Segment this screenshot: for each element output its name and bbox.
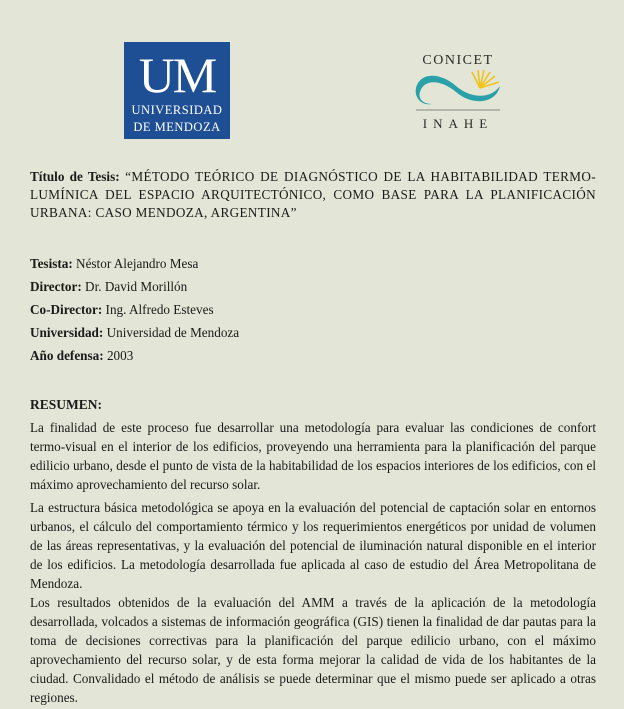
resumen-paragraph-2: La estructura básica metodológica se apoya en la evaluación del potencial de captación solar en entornos urbanos, el cálculo del comportamiento térmico y los requerimientos energéticos por unidad de volumen de las áreas representativas, y la evaluación del potencial de iluminación natural disponible en el interior de los edificios. La metodología desarrollada fue aplicada al caso de estudio del Área Metropolitana de Mendoza. [30, 500, 596, 591]
svg-text:CONICET: CONICET [422, 53, 494, 68]
universidad-de-mendoza-logo [124, 42, 230, 139]
conicet-inahe-logo [410, 48, 506, 132]
tesista-label: Tesista: [30, 256, 73, 271]
director-line [30, 278, 187, 296]
resumen-paragraph-1: La finalidad de este proceso fue desarrollar una metodología para evaluar las condiciones de confort termo-visual en el interior de los edificios, proveyendo una herramienta para la planificación del parque edilicio urbano, desde el punto de vista de la habitabilidad de los espacios interiores de los edificios, con el máximo aprovechamiento del recurso solar. [30, 420, 596, 492]
anio-defensa-line [30, 347, 133, 365]
anio-defensa-label: Año defensa: [30, 348, 104, 363]
universidad-line [30, 324, 239, 342]
anio-defensa-value: 2003 [106, 348, 134, 363]
tesista-line [30, 255, 198, 273]
resumen-heading: RESUMEN: [30, 397, 103, 412]
codirector-line [30, 301, 214, 319]
universidad-label: Universidad: [30, 325, 104, 340]
director-label: Director: [30, 279, 82, 294]
svg-text:UM: UM [138, 47, 216, 103]
universidad-value: Universidad de Mendoza [106, 325, 240, 340]
tesista-value: Néstor Alejandro Mesa [76, 256, 199, 271]
codirector-value: Ing. Alfredo Esteves [105, 302, 214, 317]
svg-text:UNIVERSIDAD: UNIVERSIDAD [131, 103, 223, 117]
thesis-title-text: “MÉTODO TEÓRICO DE DIAGNÓSTICO DE LA HABITABILIDAD TERMO-LUMÍNICA DEL ESPACIO ARQUITECTÓNICO, COMO BASE PARA LA PLANIFICACIÓN URBANA: CASO MENDOZA, ARGENTINA” [30, 169, 596, 220]
thesis-title [30, 168, 596, 222]
director-value: Dr. David Morillón [85, 279, 188, 294]
svg-text:INAHE: INAHE [422, 116, 494, 131]
resumen-paragraph-3: Los resultados obtenidos de la evaluación del AMM a través de la aplicación de la metodología desarrollada, volcados a sistemas de información geográfica (GIS) tienen la finalidad de dar pautas para la toma de decisiones correctivas para la planificación del parque edilicio urbano, con el máximo aprovechamiento del recurso solar, y de esta forma mejorar la calidad de vida de los habitantes de la ciudad. Convalidado el método de análisis se puede determinar que el mismo puede ser aplicado a otras regiones. [30, 595, 596, 705]
thesis-title-label: Título de Tesis: [30, 169, 120, 184]
codirector-label: Co-Director: [30, 302, 103, 317]
svg-text:DE MENDOZA: DE MENDOZA [133, 120, 221, 134]
